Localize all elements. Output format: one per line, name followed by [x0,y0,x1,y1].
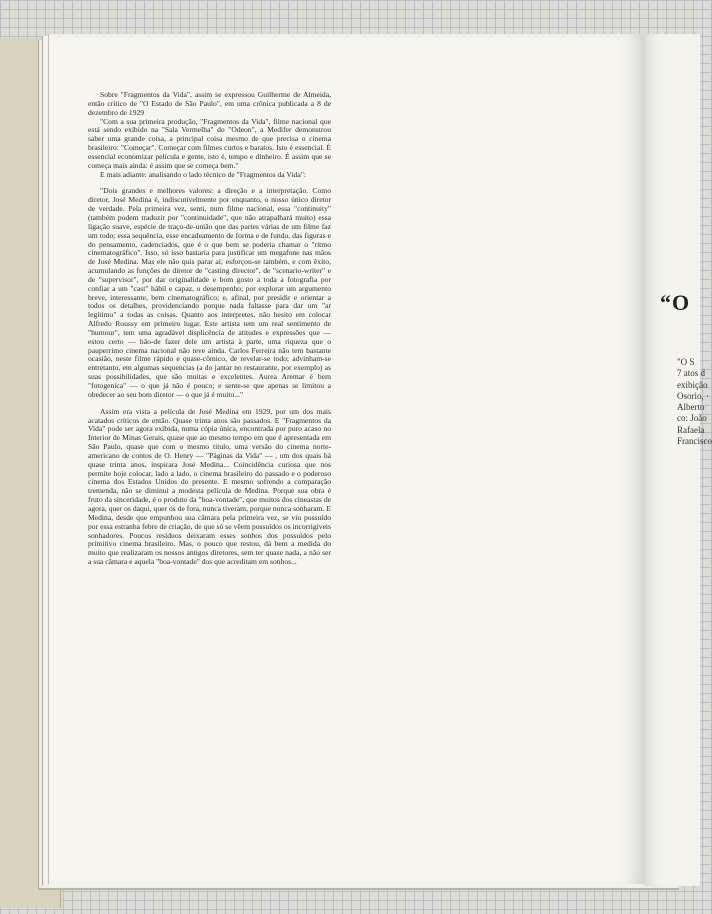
line-fragment: Osorio, · [677,390,709,401]
line-fragment: exibição [677,379,708,390]
paragraph: E mais adiante: analisando o lado técnico de "Fragmentos da Vida": [100,169,306,179]
right-page-text-fragments [677,357,712,447]
left-text-column [88,91,331,567]
right-page-title-fragment: “O [660,290,691,315]
line-fragment: "O S [677,357,695,367]
line-fragment: co: João [677,413,707,424]
line-fragment: Francisco [677,436,712,447]
line-fragment: Rafaela [677,424,705,435]
line-fragment: Alberto [677,402,705,413]
paragraph: Assim era vista a película de José Medina em 1929, por um dos mais acatados críticos de então. Quase trinta anos são passados. E "Fragmentos da Vida" pode ser agora exibida, numa cópia única, encontrada por puro acaso no Interior de Minas Gerais, quase que ao mesmo tempo em que é apresentada em São Paulo, quase que com o mesmo título, uma versão do cinema norte-americano de contos de O. Henry — "Páginas da Vida" — , um dos quais há quase trinta anos, inspirara José Medina... Coincidência curiosa que nos permite hoje colocar, lado a lado, o cinema brasileiro do passado e o poderoso cinema dos Estados Unidos do presente. E mesmo sofrendo a comparação tremenda, não se diminui a modesta película de Medina. Porque sua obra é fruto da sinceridade, é o produto da "boa-vontade", que muitos dos cineastas de agora, quer os daqui, quer os de fora, nunca tiveram, porque nunca sonharam. E Medina, desde que empunhou sua câmara pela primeira vez, se viu possuído por essa estranha febre de criação, de que só se vêem possuídos os incorrigíveis sonhadores. Poucos resíduos deixaram esses sonhos dos possuídos pelo primitivo cinema brasileiro. Mas, o pouco que restou, dá bem a medida do muito que realizaram os nossos antigos diretores, sem ter quase nada, a não ser a sua câmara e aquela "boa-vontade" dos que acreditam em sonhos... [88,406,331,567]
line-fragment: 7 atos d [677,368,705,379]
paragraph: "Dois grandes e melhores valores: a direção e a interpretação. Como diretor, José Medina é, indiscutivelmente por enquanto, o nosso único diretor de verdade. Pela primeira vez, senti, num filme nacional, essa "continuity" (também podem traduzir por "continuidade", que não atrapalhará muito) essa ligação suave, espécie de traço-de-união que das partes várias de um filme faz um todo; essa sequência, esse encadeamento de forma e de fundo, das figuras e do pensamento, cadenciados, que é o que bem se poderia chamar o "ritmo cinematográfico". Isso, só isso bastaria para justificar um megafone nas mãos de José Medina. Mas ele não quis parar aí; esforçou-se também, e com êxito, acumulando as funções de diretor de "casting director", de "scenario-writer" e de "supervisor", por dar originalidade e bom gosto a toda a fotografia por confiar a um "cast" hábil e capaz, o desempenho; por explorar um argumento breve, interessante, bem cinematográfico; e, afinal, por presidir e orientar a todos os detalhes, providenciando porque nada faltasse para dar um "ar legítimo" a todas as coisas. Quanto aos interpretes, não hesito em colocar Alfredo Roussy em primeiro lugar. Este artista tem um real sentimento de "humour", tem uma agradável displicência de atitudes e expressões que — estou certo — hão-de fazer dele um artista à parte, uma riqueza que o pauperrimo cinema nacional não teve ainda. Carlos Ferreira não tem bastante ocasião, neste filme rápido e quase-cômico, de revelar-se todo; advinham-se entretanto, em algumas sequencias (a do jantar no restaurante, por exemplo) as suas possibilidades, que são muitas e excelentes. Aurea Aremar é bem "fotogenica" — o que já não é pouco; e sente-se que apenas se limitou a obedecer ao seu bom diretor — o que já é muito..." [88,186,331,399]
paragraph: Sobre "Fragmentos da Vida", assim se expressou Guilherme de Almeida, então crítico de "O Estado de São Paulo", em uma crônica publicada a 8 de dezembro de 1929 [88,90,331,117]
paragraph: "Com a sua primeira produção, "Fragmentos da Vida", filme nacional que está sendo exibido na "Sala Vermelha" do "Odeon", a Medifer demonstrou saber uma grande coisa, a principal coisa mesmo de que precisa o cinema brasileiro: "Começar". Começar com filmes curtos e baratos. Isto é essencial. É essencial economizar película e gente, isto é, tempo e dinheiro. É assim que se começa mais ainda: é assim que se começa bem." [88,116,331,170]
right-page [644,34,700,886]
